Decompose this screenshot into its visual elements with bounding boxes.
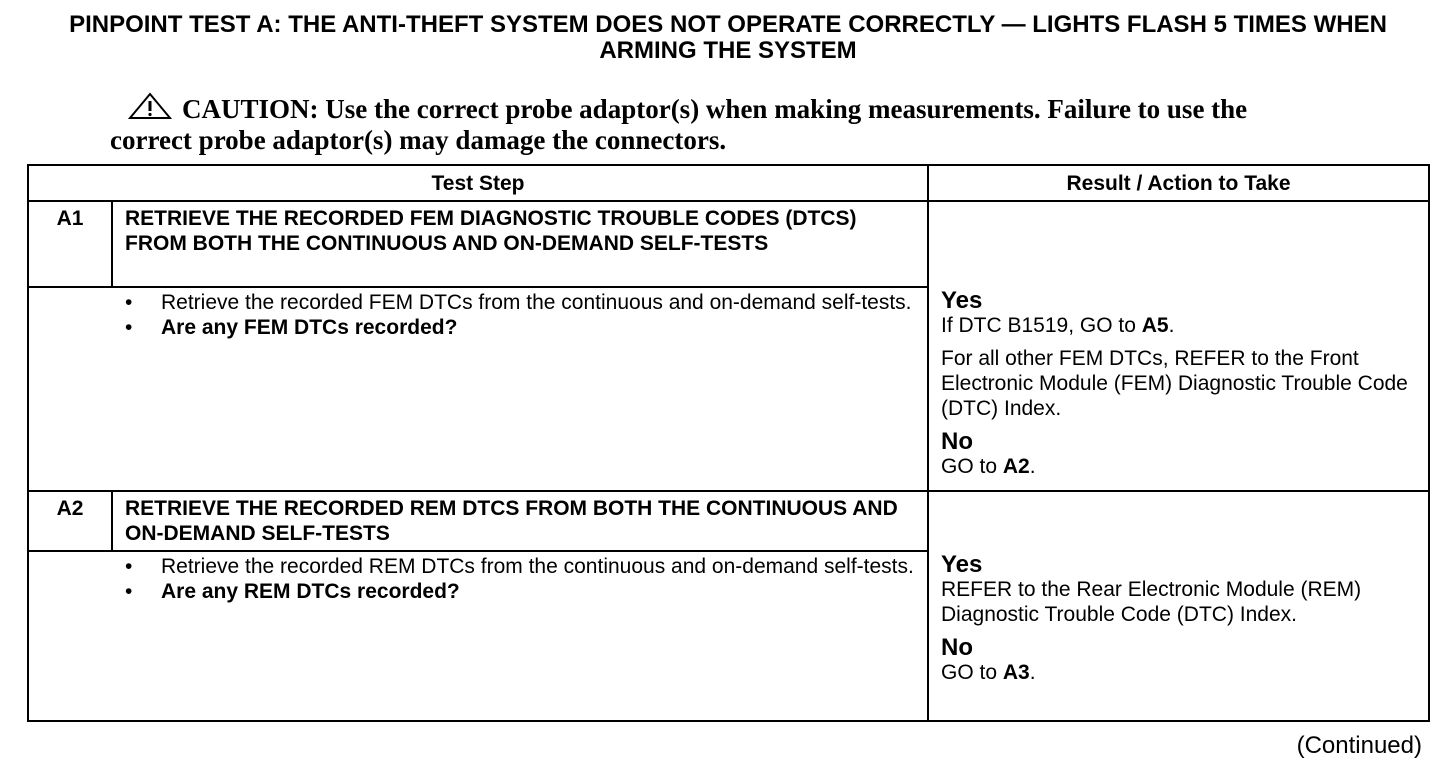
step-instructions <box>28 551 928 721</box>
bullet-icon: • <box>125 291 133 314</box>
bullet-icon: • <box>125 555 133 578</box>
continued-note: (Continued) <box>1296 732 1422 759</box>
step-result <box>928 491 1429 721</box>
yes-label: Yes <box>941 551 983 578</box>
bullet-icon: • <box>125 316 133 339</box>
step-result <box>928 201 1429 491</box>
page-title: PINPOINT TEST A: THE ANTI-THEFT SYSTEM DOES NOT OPERATE CORRECTLY — LIGHTS FLASH 5 TIMES WHEN ARMING THE SYSTEM <box>69 11 1387 64</box>
list-item: • Are any FEM DTCs recorded? <box>125 316 458 339</box>
no-label: No <box>941 634 973 661</box>
warning-triangle-icon <box>128 92 172 120</box>
caution-text: Use the correct probe adaptor(s) when making measurements. Failure to use the correct probe adaptor(s) may damage the connectors. <box>110 94 1248 155</box>
step-id: A1 <box>28 201 112 287</box>
step-heading-row <box>28 201 1429 287</box>
step-id: A2 <box>28 491 112 551</box>
caution-label: CAUTION: <box>182 94 319 124</box>
caution-note <box>110 92 1330 156</box>
no-action: GO to A3. <box>941 661 1036 684</box>
pinpoint-test-table <box>27 164 1430 722</box>
step-heading: RETRIEVE THE RECORDED FEM DIAGNOSTIC TROUBLE CODES (DTCS) FROM BOTH THE CONTINUOUS AND ON-DEMAND SELF-TESTS <box>112 201 928 287</box>
header-result-action: Result / Action to Take <box>928 165 1429 201</box>
list-item: • Are any REM DTCs recorded? <box>125 580 460 603</box>
yes-label: Yes <box>941 287 983 314</box>
no-label: No <box>941 428 973 455</box>
step-instructions <box>28 287 928 491</box>
yes-action: REFER to the Rear Electronic Module (REM) Diagnostic Trouble Code (DTC) Index. <box>941 578 1362 626</box>
step-heading-row <box>28 491 1429 551</box>
list-item: • Retrieve the recorded REM DTCs from the continuous and on-demand self-tests. <box>125 555 914 578</box>
table-header-row <box>28 165 1429 201</box>
list-item: • Retrieve the recorded FEM DTCs from the continuous and on-demand self-tests. <box>125 291 912 314</box>
no-action: GO to A2. <box>941 455 1036 478</box>
yes-action: If DTC B1519, GO to A5. <box>941 314 1175 337</box>
step-heading: RETRIEVE THE RECORDED REM DTCS FROM BOTH THE CONTINUOUS AND ON-DEMAND SELF-TESTS <box>112 491 928 551</box>
yes-action-other: For all other FEM DTCs, REFER to the Front Electronic Module (FEM) Diagnostic Trouble Code (DTC) Index. <box>941 347 1408 420</box>
bullet-icon: • <box>125 580 133 603</box>
header-test-step: Test Step <box>28 165 928 201</box>
